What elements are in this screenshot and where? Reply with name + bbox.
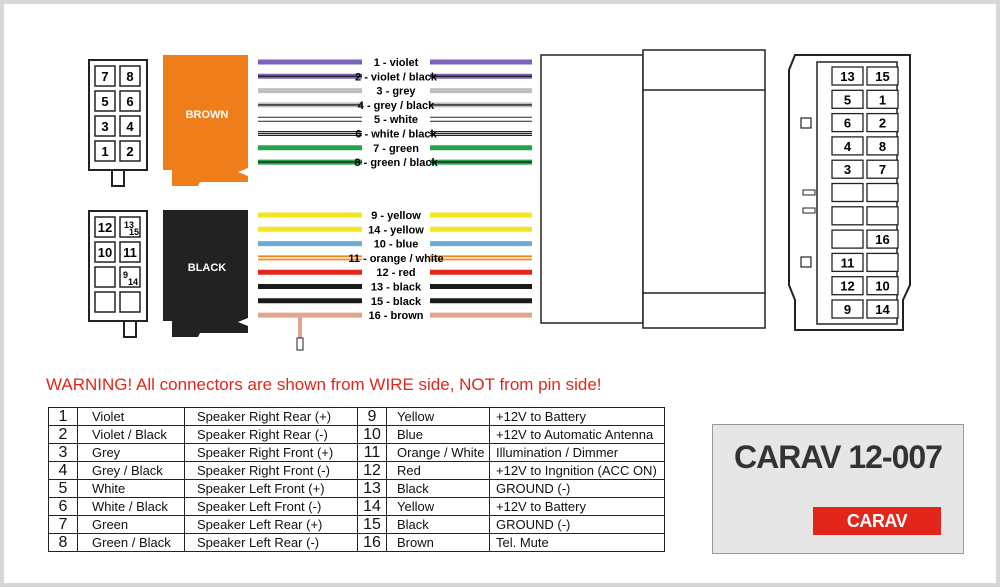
table-cell-function2: GROUND (-) <box>490 516 665 534</box>
wire-label: 10 - blue <box>373 238 419 251</box>
wire-label: 14 - yellow <box>368 224 424 237</box>
wire-label: 11 - orange / white <box>348 252 444 265</box>
table-cell-function: Speaker Right Rear (+) <box>185 408 358 426</box>
table-cell-num: 8 <box>49 534 78 552</box>
table-cell-color: Violet <box>78 408 185 426</box>
table-row <box>49 426 665 444</box>
pin-label: 3 <box>101 119 109 134</box>
iso-pin-label: 6 <box>843 115 852 131</box>
table-cell-color2: Red <box>387 462 490 480</box>
table-cell-function: Speaker Left Front (-) <box>185 498 358 516</box>
table-cell-color: Green / Black <box>78 534 185 552</box>
wire-bottom-3 <box>258 253 532 265</box>
table-cell-num: 1 <box>49 408 78 426</box>
wire-label: 13 - black <box>370 281 422 294</box>
table-row <box>49 462 665 480</box>
iso-pin-label: 7 <box>878 162 887 178</box>
carav-logo: CARAV <box>813 507 941 535</box>
table-cell-color2: Yellow <box>387 498 490 516</box>
table-cell-color2: Black <box>387 480 490 498</box>
iso-pin-label: 11 <box>840 255 855 271</box>
table-cell-function2: +12V to Battery <box>490 498 665 516</box>
pin-label: 13 <box>124 220 135 230</box>
iso-pin-label: 10 <box>875 278 890 294</box>
black-pin-connector <box>89 211 147 337</box>
table-row <box>49 408 665 426</box>
table-cell-num: 6 <box>49 498 78 516</box>
table-cell-num2: 9 <box>358 408 387 426</box>
wire-label: 4 - grey / black <box>357 99 435 112</box>
pin-label: 14 <box>128 277 139 287</box>
table-row <box>49 480 665 498</box>
wire-label: 8 - green / black <box>354 157 438 170</box>
table-cell-function2: +12V to Battery <box>490 408 665 426</box>
iso-pin-cell <box>867 253 898 271</box>
pin-label: 7 <box>101 69 109 84</box>
table-cell-function: Speaker Right Front (+) <box>185 444 358 462</box>
iso-pin-cell <box>832 184 863 202</box>
table-cell-num2: 13 <box>358 480 387 498</box>
table-cell-function2: GROUND (-) <box>490 480 665 498</box>
table-cell-function: Speaker Left Rear (-) <box>185 534 358 552</box>
model-number: CARAV 12-007 <box>734 439 942 475</box>
pin-label: 12 <box>97 220 113 235</box>
table-cell-function2: +12V to Automatic Antenna <box>490 426 665 444</box>
table-cell-num: 4 <box>49 462 78 480</box>
wire-bottom-4 <box>258 267 532 279</box>
brown-connector-body <box>163 55 248 186</box>
table-cell-color: White / Black <box>78 498 185 516</box>
wire-label: 9 - yellow <box>371 210 421 222</box>
wire-top-6 <box>258 143 532 155</box>
wire-label: 5 - white <box>373 114 419 127</box>
table-cell-color: Violet / Black <box>78 426 185 444</box>
wire-bottom-1 <box>258 224 532 236</box>
table-row <box>49 534 665 552</box>
table-cell-num: 5 <box>49 480 78 498</box>
wire-label: 16 - brown <box>368 310 424 323</box>
iso-pin-cell <box>867 207 898 225</box>
wire-bottom-0 <box>258 210 532 222</box>
table-cell-function2: Illumination / Dimmer <box>490 444 665 462</box>
table-cell-color: Green <box>78 516 185 534</box>
pin-label: 11 <box>123 245 137 260</box>
iso-pin-label: 9 <box>843 302 852 317</box>
table-cell-num2: 11 <box>358 444 387 462</box>
pin-label: 4 <box>126 119 134 134</box>
table-row <box>49 498 665 516</box>
black-connector-label: BLACK <box>187 262 227 274</box>
wire-top-2 <box>258 86 532 98</box>
iso-pin-label: 4 <box>843 138 852 154</box>
wire-terminal <box>297 338 303 350</box>
pin-label: 5 <box>101 94 109 109</box>
pin-label: 6 <box>126 94 134 109</box>
iso-pin-label: 1 <box>878 92 887 108</box>
wires <box>258 57 532 350</box>
wire-label: 3 - grey <box>376 85 416 98</box>
table-row <box>49 444 665 462</box>
iso-pin-cell <box>832 207 863 225</box>
brand-box <box>712 424 964 554</box>
iso-pin-label: 13 <box>840 69 855 84</box>
table-cell-color2: Black <box>387 516 490 534</box>
wire-top-3 <box>258 100 532 112</box>
table-cell-function: Speaker Left Front (+) <box>185 480 358 498</box>
table-cell-color: Grey <box>78 444 185 462</box>
iso-pin-label: 15 <box>875 69 890 84</box>
table-cell-function: Speaker Right Rear (-) <box>185 426 358 444</box>
iso-pin-cell <box>832 230 863 248</box>
warning-text: WARNING! All connectors are shown from WIRE side, NOT from pin side! <box>46 375 602 394</box>
brown-pin-connector <box>89 60 147 186</box>
table-cell-num2: 14 <box>358 498 387 516</box>
table-row <box>49 516 665 534</box>
iso-pin-label: 12 <box>840 278 855 294</box>
table-cell-color2: Blue <box>387 426 490 444</box>
iso-pin-label: 5 <box>843 92 852 108</box>
wire-label: 6 - white / black <box>355 128 437 141</box>
table-cell-color2: Orange / White <box>387 444 490 462</box>
pin-label: 10 <box>97 245 113 260</box>
wire-top-1 <box>258 71 532 83</box>
wiring-diagram <box>4 4 996 369</box>
table-cell-function2: Tel. Mute <box>490 534 665 552</box>
pin-label: 15 <box>129 227 140 237</box>
table-cell-color: Grey / Black <box>78 462 185 480</box>
wire-top-0 <box>258 57 532 69</box>
pin-label: 8 <box>126 69 134 84</box>
wiring-diagram-page <box>4 4 996 583</box>
wire-label: 12 - red <box>376 267 416 280</box>
pinout-table <box>48 407 665 552</box>
wire-label: 2 - violet / black <box>355 71 437 84</box>
wire-bottom-2 <box>258 239 532 251</box>
table-cell-num2: 15 <box>358 516 387 534</box>
wire-label: 15 - black <box>370 295 422 308</box>
black-connector-body <box>163 210 248 337</box>
iso-pin-label: 3 <box>843 162 852 178</box>
table-cell-num2: 12 <box>358 462 387 480</box>
table-cell-color2: Brown <box>387 534 490 552</box>
iso-pin-label: 16 <box>875 232 890 248</box>
table-cell-function: Speaker Right Front (-) <box>185 462 358 480</box>
table-cell-num: 3 <box>49 444 78 462</box>
pin-label: 9 <box>123 270 129 280</box>
wire-label: 7 - green <box>373 142 419 155</box>
wire-top-7 <box>258 157 532 169</box>
pin-label: 1 <box>101 144 109 159</box>
iso-pin-cell <box>867 184 898 202</box>
wire-label: 1 - violet <box>373 57 419 69</box>
table-cell-color2: Yellow <box>387 408 490 426</box>
iso-pin-label: 8 <box>878 138 887 154</box>
wire-top-5 <box>258 129 532 141</box>
iso-pin-label: 14 <box>875 302 890 317</box>
wire-bottom-6 <box>258 296 532 308</box>
table-cell-num2: 16 <box>358 534 387 552</box>
table-cell-num: 7 <box>49 516 78 534</box>
brown-connector-label: BROWN <box>185 109 229 121</box>
table-cell-function2: +12V to Ingnition (ACC ON) <box>490 462 665 480</box>
iso-pin-label: 2 <box>878 115 887 131</box>
iso-connector-housing <box>541 50 765 328</box>
iso-pin-face <box>789 55 910 330</box>
pin-label: 2 <box>126 144 134 159</box>
table-cell-function: Speaker Left Rear (+) <box>185 516 358 534</box>
wire-bottom-5 <box>258 282 532 294</box>
table-cell-num: 2 <box>49 426 78 444</box>
wire-top-4 <box>258 114 532 126</box>
table-cell-color: White <box>78 480 185 498</box>
table-cell-num2: 10 <box>358 426 387 444</box>
